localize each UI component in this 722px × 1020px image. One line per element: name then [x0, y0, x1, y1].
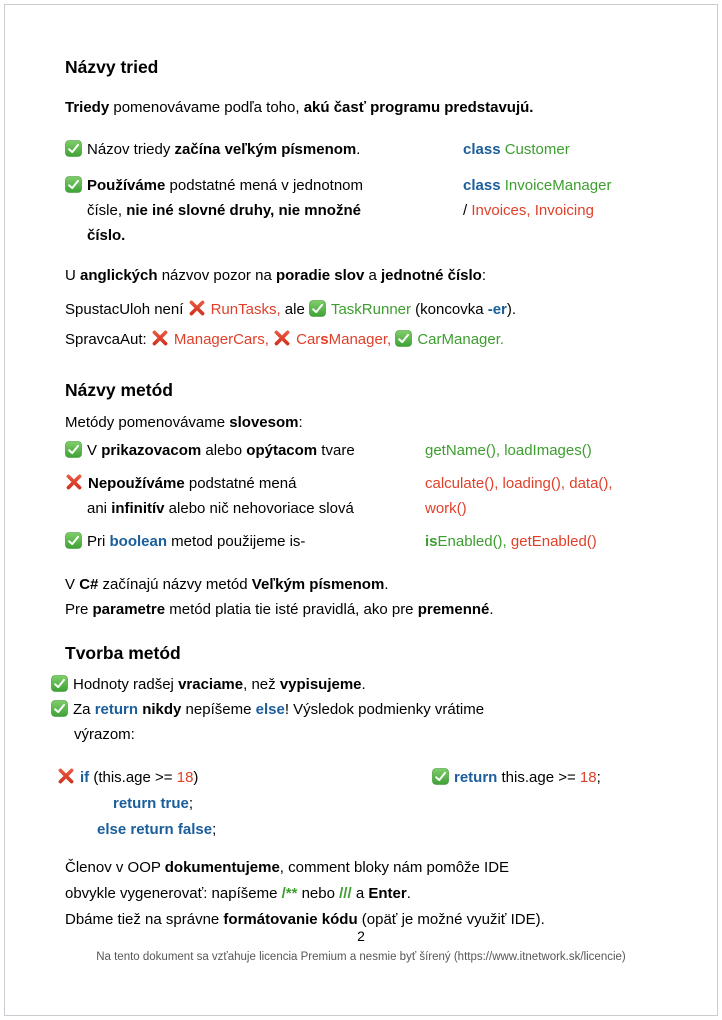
correct-code-snippet: [432, 765, 601, 843]
text-line: [65, 173, 463, 198]
text-segment: else return false: [97, 821, 213, 838]
text-segment: tvare: [317, 442, 355, 459]
text-segment: class: [463, 141, 501, 158]
text-segment: Používáme: [87, 177, 166, 194]
text-line: [57, 765, 432, 791]
guideline-row: [65, 137, 677, 162]
text-segment: formátovanie kódu: [223, 911, 358, 928]
text-segment: a: [364, 267, 381, 284]
check-icon: [432, 768, 449, 785]
text-segment: is: [425, 533, 438, 550]
text-segment: ;: [596, 769, 601, 786]
text-segment: getName(), loadImages(): [425, 442, 592, 459]
text-line: [57, 791, 432, 817]
text-line: [432, 765, 601, 791]
guideline-code-example: [425, 438, 592, 463]
guideline-row: [65, 529, 677, 554]
text-line: [65, 325, 677, 355]
text-segment: else: [255, 701, 285, 718]
text-segment: výrazom:: [74, 726, 135, 743]
text-segment: V: [87, 442, 102, 459]
text-line: [65, 198, 463, 223]
section-title-class-names: Názvy tried: [65, 57, 159, 77]
section-method-names: [65, 379, 677, 622]
guideline-code-example: [425, 529, 597, 554]
text-segment: 18: [579, 769, 597, 786]
text-segment: začínajú názvy metód: [98, 576, 252, 593]
text-segment: podstatné mená v jednotnom: [165, 177, 364, 194]
text-segment: ///: [339, 885, 352, 902]
text-segment: alebo: [201, 442, 247, 459]
text-segment: opýtacom: [246, 442, 318, 459]
text-segment: .: [361, 676, 366, 693]
document-page: [65, 56, 677, 933]
text-segment: if: [80, 769, 90, 786]
text-segment: SpravcaAut:: [65, 331, 151, 348]
text-line: [65, 572, 677, 597]
text-segment: , comment bloky nám pomôže IDE: [279, 859, 510, 876]
text-line: [65, 410, 677, 435]
check-icon: [395, 330, 412, 347]
text-line: [65, 529, 425, 554]
text-segment: Car: [296, 331, 321, 348]
text-segment: /: [463, 202, 472, 219]
text-segment: čísle,: [87, 202, 127, 219]
text-segment: return true: [113, 795, 189, 812]
cross-icon: [57, 767, 75, 785]
text-segment: nepíšeme: [181, 701, 256, 718]
text-line: [463, 198, 611, 223]
text-segment: Hodnoty radšej: [73, 676, 179, 693]
text-line: [425, 529, 597, 554]
page-number: 2: [357, 928, 365, 944]
text-segment: ! Výsledok podmienky vrátime: [284, 701, 485, 718]
naming-examples: [65, 295, 677, 355]
text-segment: Pri: [87, 533, 110, 550]
text-segment: alebo nič nehovoriace slová: [164, 500, 354, 517]
text-segment: jednotné číslo: [381, 267, 482, 284]
check-icon: [65, 140, 82, 157]
method-guideline-rows: [65, 438, 677, 554]
closing-paragraph: [65, 855, 677, 933]
text-segment: class: [463, 177, 501, 194]
text-segment: poradie slov: [275, 267, 365, 284]
text-segment: slovesom: [229, 414, 299, 431]
text-segment: začína veľkým písmenom: [174, 141, 357, 158]
guideline-code-example: [463, 173, 611, 248]
text-segment: (this.age >=: [89, 769, 177, 786]
text-segment: .: [356, 141, 361, 158]
check-icon: [65, 176, 82, 193]
text-segment: podstatné mená: [184, 475, 297, 492]
guideline-code-example: [425, 471, 613, 521]
text-line: [57, 817, 432, 843]
guideline-text: [65, 173, 463, 248]
section-class-names: [65, 56, 677, 355]
text-segment: metod použijeme is-: [167, 533, 306, 550]
text-line: [51, 672, 677, 697]
guideline-text: [65, 471, 425, 521]
cross-icon: [65, 473, 83, 491]
method-names-intro: [65, 410, 677, 435]
text-segment: Manager,: [328, 331, 392, 348]
text-segment: ManagerCars,: [173, 331, 269, 348]
guideline-text: [65, 137, 463, 162]
cross-icon: [188, 299, 206, 317]
guideline-text: [65, 438, 425, 463]
text-segment: Nepoužíváme: [88, 475, 185, 492]
text-segment: ani: [87, 500, 112, 517]
text-segment: ;: [212, 821, 217, 838]
text-segment: .: [489, 601, 494, 618]
text-segment: vraciame: [178, 676, 244, 693]
text-segment: obvykle vygenerovať: napíšeme: [65, 885, 282, 902]
text-segment: Veľkým písmenom: [251, 576, 385, 593]
class-names-intro: [65, 95, 677, 120]
text-segment: Názov triedy: [87, 141, 175, 158]
csharp-parameters-note: [65, 572, 677, 622]
text-segment: ).: [506, 301, 517, 318]
text-segment: work(): [425, 500, 467, 517]
text-line: [65, 263, 677, 288]
text-segment: anglických: [80, 267, 158, 284]
text-segment: pomenovávame podľa toho,: [109, 99, 304, 116]
text-segment: dokumentujeme: [164, 859, 280, 876]
text-segment: a: [351, 885, 369, 902]
text-segment: -er: [487, 301, 507, 318]
guideline-row: [65, 471, 677, 521]
text-segment: s: [320, 331, 329, 348]
text-line: [51, 697, 677, 722]
text-line: [65, 95, 677, 120]
text-segment: .: [406, 885, 411, 902]
section-method-creation: [65, 642, 677, 933]
text-line: [425, 438, 592, 463]
text-segment: Enter: [368, 885, 407, 902]
text-segment: boolean: [109, 533, 168, 550]
guideline-text: [65, 529, 425, 554]
text-segment: metód platia tie isté pravidlá, ako pre: [165, 601, 418, 618]
text-segment: calculate(), loading(), data(),: [425, 475, 613, 492]
check-icon: [309, 300, 326, 317]
text-segment: InvoiceManager: [504, 177, 612, 194]
cross-icon: [151, 329, 169, 347]
text-line: [65, 295, 677, 325]
section-title-method-names: Názvy metód: [65, 380, 173, 400]
wrong-code-snippet: [57, 765, 432, 843]
text-line: [425, 496, 613, 521]
guideline-code-example: [463, 137, 570, 162]
text-segment: nebo: [297, 885, 340, 902]
guideline-row: [65, 173, 677, 248]
text-segment: U: [65, 267, 80, 284]
text-segment: parametre: [92, 601, 166, 618]
text-segment: :: [481, 267, 487, 284]
text-segment: SpustacUloh není: [65, 301, 188, 318]
method-creation-bullets: [51, 672, 677, 747]
text-segment: .: [384, 576, 389, 593]
text-segment: vypisujeme: [279, 676, 362, 693]
text-segment: akú časť programu predstavujú.: [303, 99, 534, 116]
text-segment: Členov v OOP: [65, 859, 165, 876]
class-guideline-rows: [65, 137, 677, 248]
text-segment: return: [94, 701, 139, 718]
text-segment: nie iné slovné druhy, nie množné: [126, 202, 361, 219]
text-line: [65, 597, 677, 622]
text-line: [51, 722, 677, 747]
text-segment: prikazovacom: [101, 442, 202, 459]
text-line: [65, 137, 463, 162]
text-segment: (koncovka: [411, 301, 488, 318]
text-segment: :: [298, 414, 303, 431]
text-segment: infinitív: [111, 500, 165, 517]
text-line: [425, 471, 613, 496]
text-segment: C#: [79, 576, 99, 593]
text-segment: /**: [281, 885, 298, 902]
text-segment: Triedy: [65, 99, 110, 116]
text-segment: Customer: [504, 141, 570, 158]
guideline-row: [65, 438, 677, 463]
text-segment: premenné: [417, 601, 490, 618]
text-line: [65, 496, 425, 521]
text-segment: V: [65, 576, 80, 593]
license-footer: Na tento dokument sa vzťahuje licencia Premium a nesmie byť šírený (https://www.itnetwork.sk/licencie): [96, 951, 626, 963]
text-segment: , než: [243, 676, 280, 693]
text-segment: Invoices, Invoicing: [471, 202, 594, 219]
text-segment: getEnabled(): [510, 533, 597, 550]
text-line: [463, 137, 570, 162]
text-segment: return: [454, 769, 498, 786]
text-line: [65, 223, 463, 248]
text-segment: this.age >=: [497, 769, 580, 786]
text-line: [65, 881, 677, 907]
check-icon: [51, 675, 68, 692]
text-segment: Za: [73, 701, 95, 718]
text-segment: názvov pozor na: [157, 267, 276, 284]
text-segment: ale: [280, 301, 309, 318]
english-names-note: [65, 263, 677, 288]
text-segment: ;: [188, 795, 194, 812]
text-line: [463, 173, 611, 198]
text-segment: číslo.: [87, 227, 126, 244]
text-line: [65, 855, 677, 881]
text-segment: ): [193, 769, 199, 786]
text-segment: 18: [176, 769, 194, 786]
text-segment: (opäť je možné využiť IDE).: [357, 911, 545, 928]
text-segment: Enabled(),: [437, 533, 511, 550]
cross-icon: [273, 329, 291, 347]
section-title-method-creation: Tvorba metód: [65, 643, 181, 663]
code-comparison: [65, 765, 677, 843]
check-icon: [65, 441, 82, 458]
text-line: [65, 471, 425, 496]
text-segment: Pre: [65, 601, 93, 618]
text-segment: CarManager.: [417, 331, 505, 348]
text-line: [65, 438, 425, 463]
text-segment: TaskRunner: [330, 301, 412, 318]
text-segment: nikdy: [142, 701, 182, 718]
text-segment: RunTasks,: [210, 301, 281, 318]
check-icon: [51, 700, 68, 717]
check-icon: [65, 532, 82, 549]
text-segment: Dbáme tiež na správne: [65, 911, 224, 928]
text-segment: Metódy pomenovávame: [65, 414, 230, 431]
